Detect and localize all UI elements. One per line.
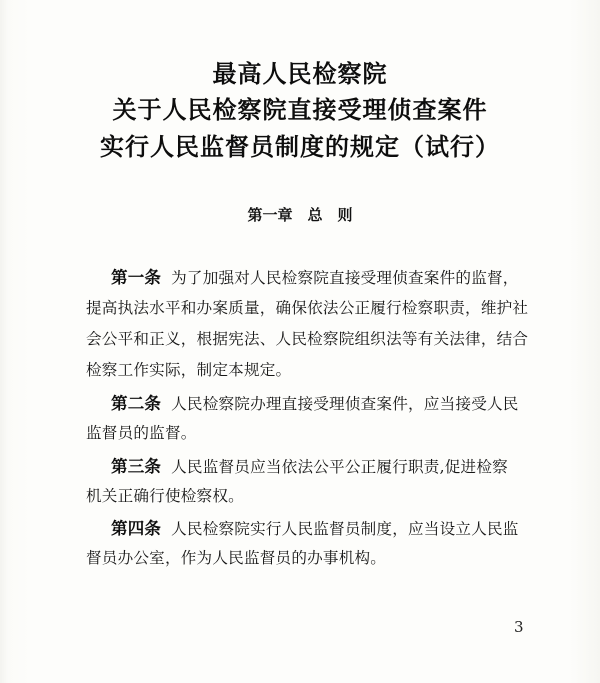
article-2-line-1	[111, 390, 519, 414]
article-4-label: 第四条	[111, 519, 162, 538]
article-3-text-1: 人民监督员应当依法公平公正履行职责,促进检察	[171, 458, 508, 476]
article-4-text-1: 人民检察院实行人民监督员制度，应当设立人民监	[171, 520, 519, 538]
document-title-line-3: 实行人民监督员制度的规定（试行）	[100, 133, 500, 161]
chapter-heading: 第一章 总 则	[247, 206, 353, 224]
article-2-label: 第二条	[111, 394, 162, 413]
article-3-label: 第三条	[111, 457, 162, 476]
article-2-text-1: 人民检察院办理直接受理侦查案件，应当接受人民	[171, 395, 519, 413]
article-1-label: 第一条	[111, 268, 162, 287]
article-2-line-2: 监督员的监督。	[86, 424, 197, 442]
article-1-text-1: 为了加强对人民检察院直接受理侦查案件的监督，	[171, 269, 519, 287]
article-1-line-2: 提高执法水平和办案质量，确保依法公正履行检察职责，维护社	[86, 299, 529, 317]
article-1-line-4: 检察工作实际，制定本规定。	[86, 361, 292, 379]
article-3-line-1	[111, 453, 508, 477]
document-title-line-2: 关于人民检察院直接受理侦查案件	[112, 96, 488, 124]
article-4-line-1	[111, 515, 519, 539]
article-1-line-1	[111, 264, 519, 288]
article-1-line-3: 会公平和正义，根据宪法、人民检察院组织法等有关法律，结合	[86, 330, 529, 348]
page-number: 3	[514, 618, 524, 636]
article-4-line-2: 督员办公室，作为人民监督员的办事机构。	[86, 549, 387, 567]
document-title-line-1: 最高人民检察院	[212, 60, 388, 88]
article-3-line-2: 机关正确行使检察权。	[86, 487, 244, 505]
